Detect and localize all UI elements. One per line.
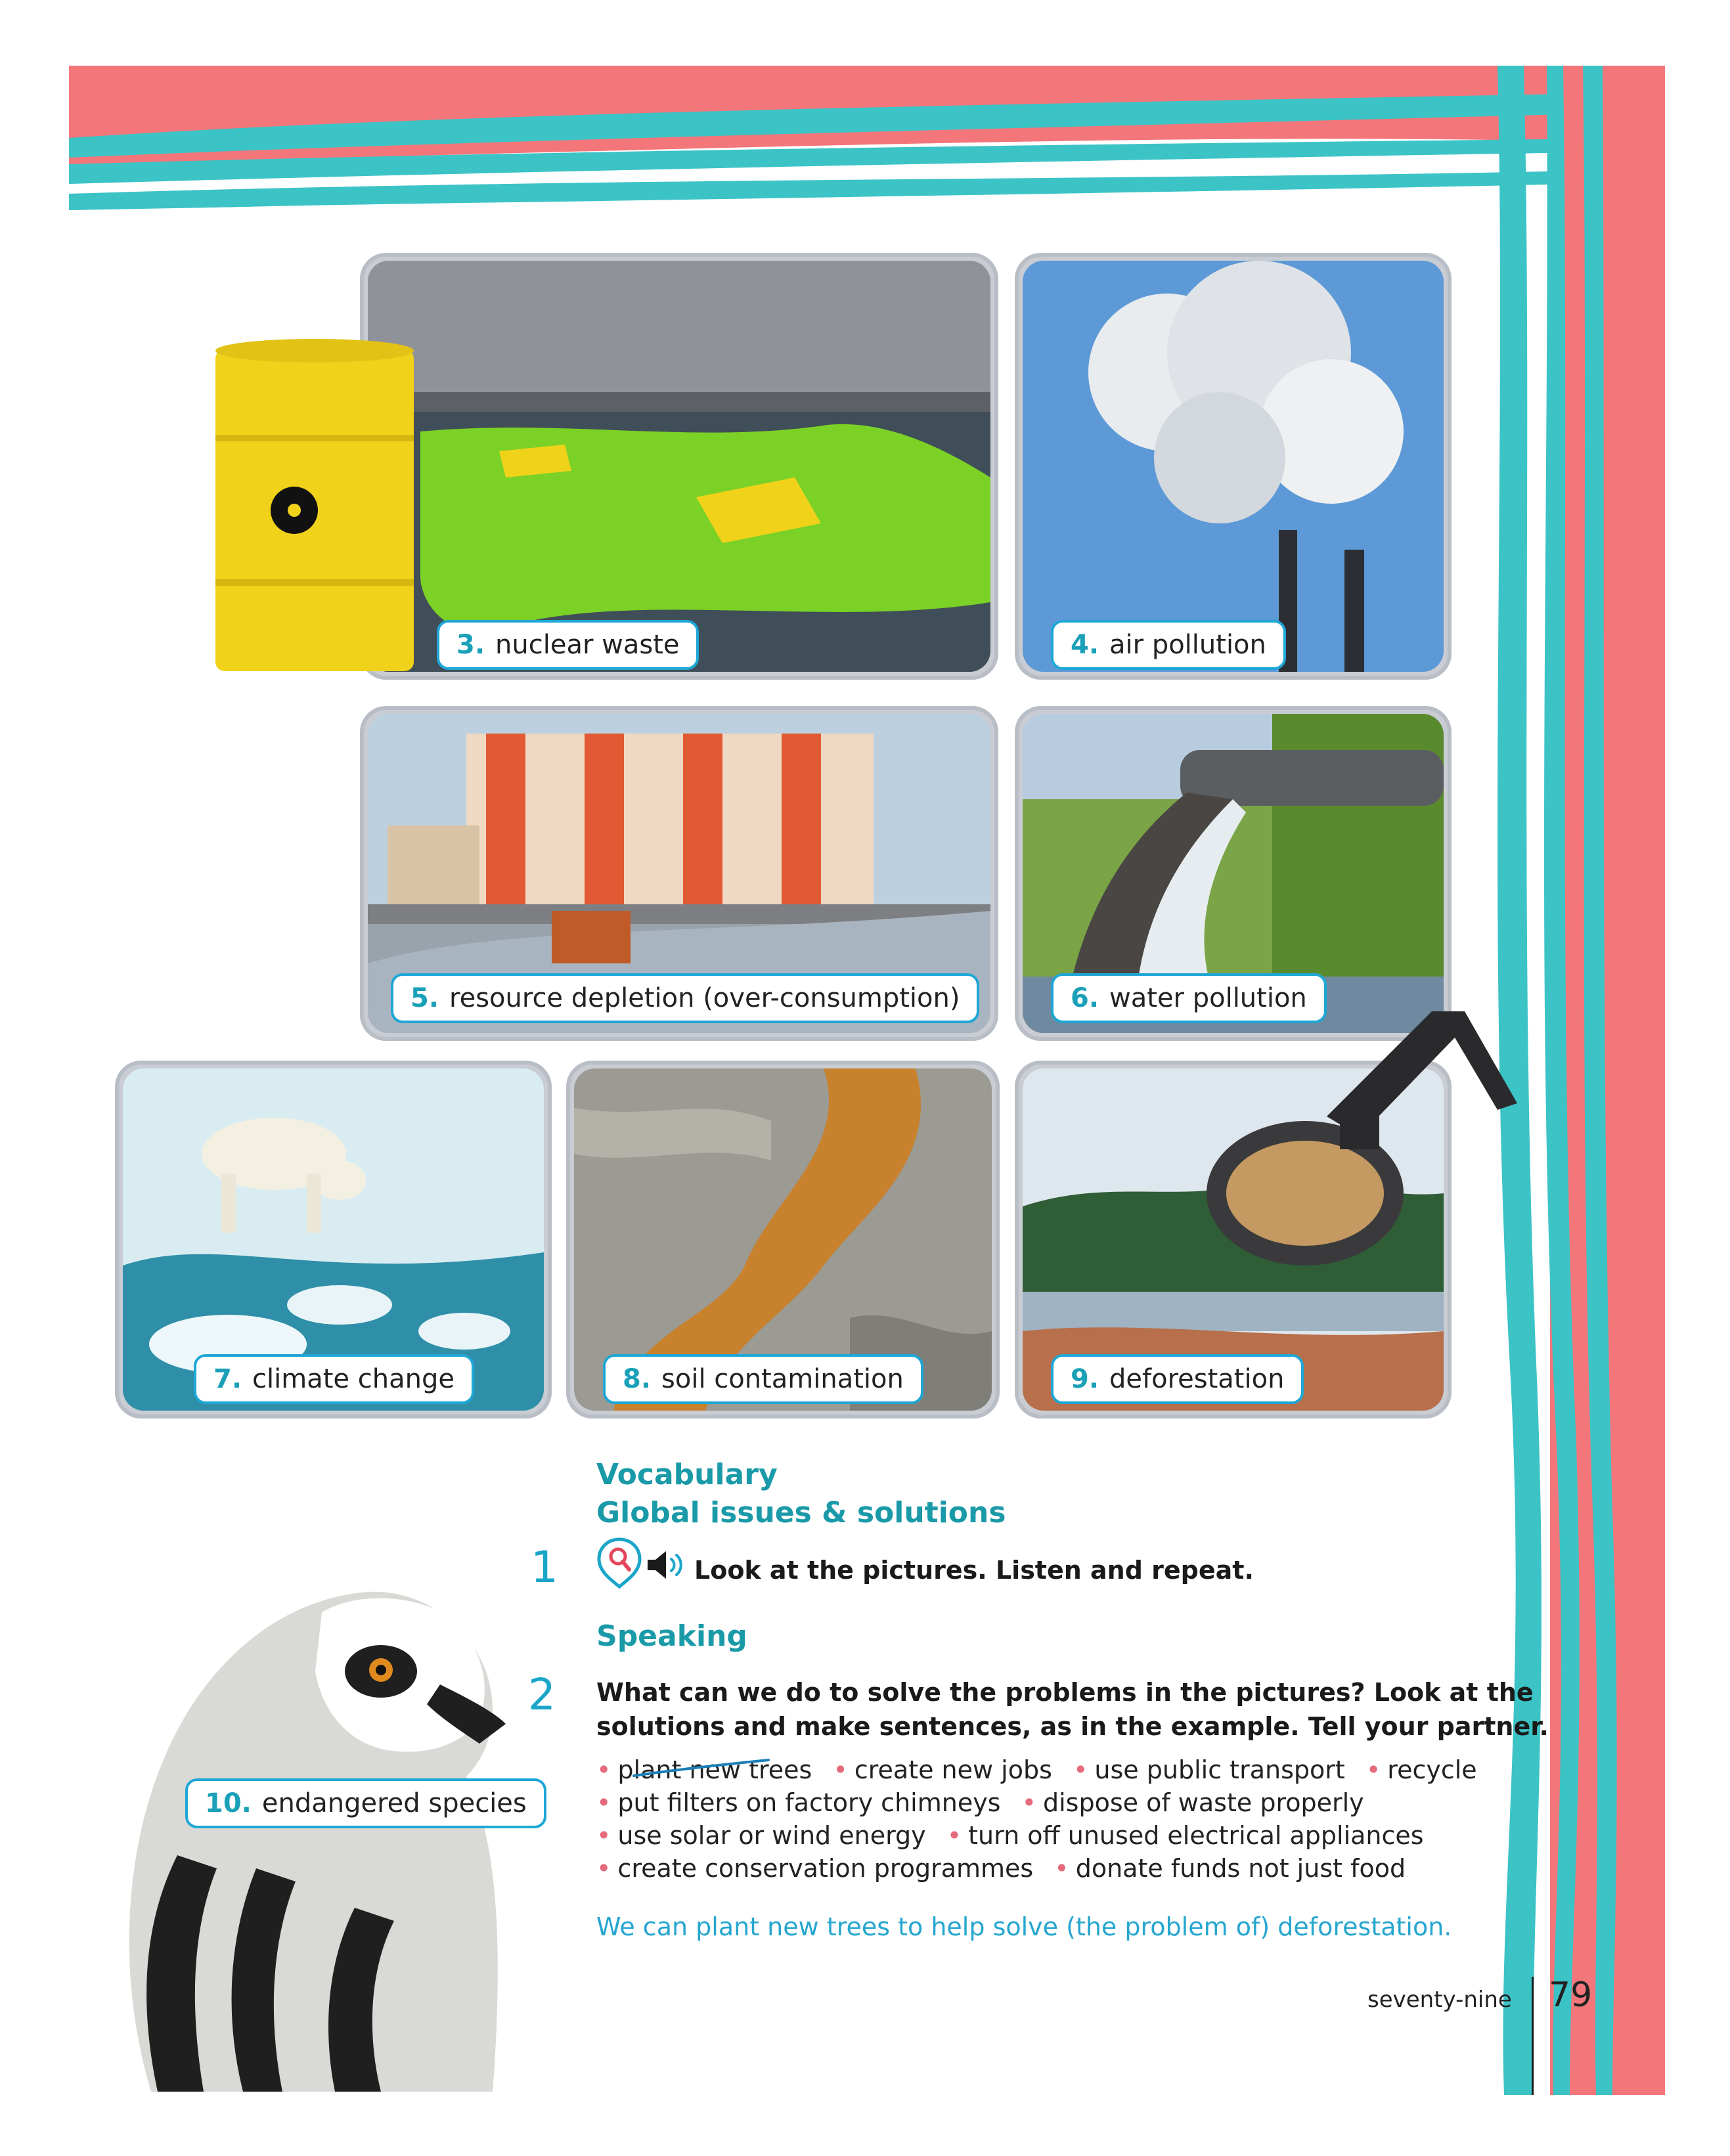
solutions-line-4 [596,1852,1406,1885]
caption-resource-depletion: 5. resource depletion (over-consumption) [391,973,979,1023]
bullet-dot: • [596,1821,611,1850]
page-number-word: seventy-nine [1367,1987,1512,2013]
exercise-1-number: 1 [531,1542,558,1593]
exercise-2-instruction-line-2: solutions and make sentences, as in the example. Tell your partner. [596,1712,1549,1741]
solutions-line-3 [596,1819,1424,1852]
caption-deforestation: 9. deforestation [1051,1354,1304,1404]
speaking-heading: Speaking [596,1619,747,1653]
caption-nuclear-waste: 3. nuclear waste [437,620,699,670]
bullet-dot: • [596,1788,611,1817]
caption-climate-change: 7. climate change [194,1354,474,1404]
bullet-dot: • [1054,1854,1069,1883]
solution-item: use solar or wind energy [617,1821,926,1850]
solution-item: create conservation programmes [617,1854,1034,1883]
bullet-dot: • [1021,1788,1036,1817]
photo-nuclear-waste [360,253,998,680]
solution-item: recycle [1387,1755,1477,1784]
solution-item: dispose of waste properly [1043,1788,1364,1817]
solutions-line-2 [596,1786,1364,1819]
caption-endangered-species: 10. endangered species [185,1778,546,1828]
exercise-2-number: 2 [528,1669,556,1720]
folio-divider [1532,1977,1534,2095]
caption-air-pollution: 4. air pollution [1051,620,1286,670]
magnifier-badge-icon[interactable] [596,1537,642,1589]
lemur-image [72,1461,585,2092]
page-number: 79 [1549,1975,1593,2015]
solution-item: create new jobs [854,1755,1052,1784]
caption-water-pollution: 6. water pollution [1051,973,1327,1023]
solution-item: plant new trees [617,1755,812,1784]
crane-arm-image [1314,985,1524,1156]
solution-item: use public transport [1094,1755,1345,1784]
bullet-dot: • [596,1854,611,1883]
bullet-dot: • [833,1755,848,1784]
photo-air-pollution [1015,253,1452,680]
speaker-icon[interactable] [645,1549,688,1581]
bullet-dot: • [1073,1755,1088,1784]
bullet-dot: • [1365,1755,1381,1784]
air-pollution-image [1023,261,1444,672]
vocabulary-subheading: Global issues & solutions [596,1496,1006,1529]
solution-item: donate funds not just food [1075,1854,1406,1883]
example-sentence: We can plant new trees to help solve (the problem of) deforestation. [596,1912,1452,1941]
exercise-2-instruction-line-1: What can we do to solve the problems in the pictures? Look at the [596,1678,1534,1707]
solution-item: turn off unused electrical appliances [968,1821,1424,1850]
solution-item: put filters on factory chimneys [617,1788,1001,1817]
vocabulary-heading: Vocabulary [596,1458,778,1491]
bullet-dot: • [596,1755,611,1784]
nuclear-waste-image [368,261,990,672]
radioactive-barrel-image [209,336,420,678]
bullet-dot: • [946,1821,962,1850]
header-decoration [69,66,1665,217]
exercise-1-instruction: Look at the pictures. Listen and repeat. [694,1556,1254,1585]
strikethrough-mark [631,1759,775,1778]
caption-soil-contamination: 8. soil contamination [603,1354,923,1404]
